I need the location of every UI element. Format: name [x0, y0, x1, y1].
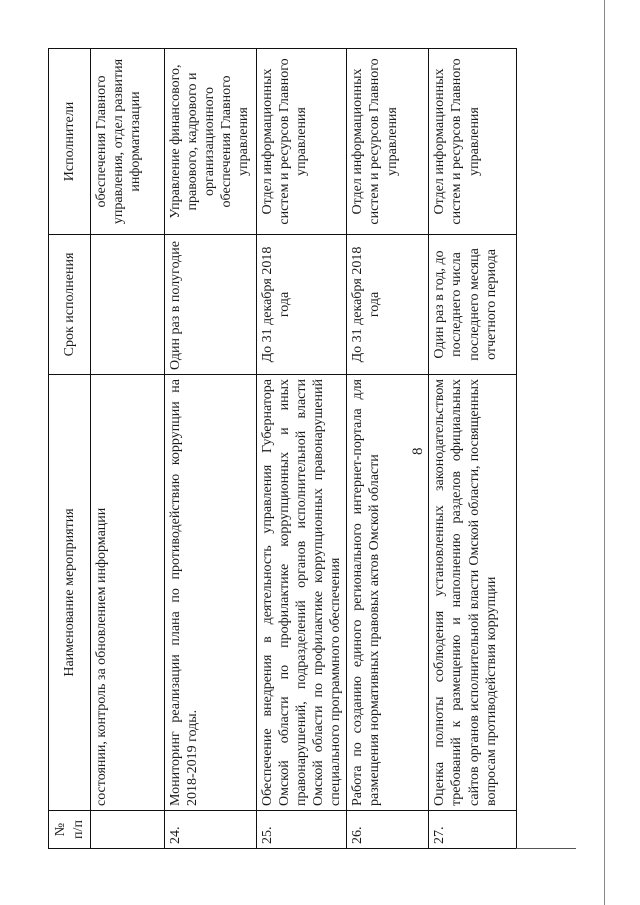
- row-term: До 31 декабря 2018 года: [257, 235, 347, 375]
- row-name: Оценка полноты соблюдения установленных законодательством требований к размещению и наполнению разделов официальных сайтов органов исполнительной власти Омской области, посвященных вопросам противодействия коррупции: [429, 375, 517, 811]
- header-name: Наименование мероприятия: [49, 375, 91, 811]
- table-header-row: [49, 49, 91, 849]
- header-executor: Исполнители: [49, 49, 91, 235]
- row-number: 25.: [257, 811, 347, 849]
- scan-edge-line: [604, 0, 605, 905]
- table-row: [429, 49, 517, 849]
- table-row: [91, 49, 165, 849]
- row-term: [91, 235, 165, 375]
- header-num: № п/п: [49, 811, 91, 849]
- row-number: 27.: [429, 811, 517, 849]
- row-name: Мониторинг реализации плана по противодействию коррупции на 2018-2019 годы.: [165, 375, 257, 811]
- row-name: Обеспечение внедрения в деятельность управления Губернатора Омской области по профилактике коррупционных и иных правонарушений, подразделений органов исполнительной власти Омской области по профилактике коррупционных правонарушений специального программного обеспечения: [257, 375, 347, 811]
- row-term: До 31 декабря 2018 года: [347, 235, 429, 375]
- row-number: 26.: [347, 811, 429, 849]
- row-executor: Управление финансового, правового, кадрового и организационного обеспечения Главного управления: [165, 49, 257, 235]
- row-executor: Отдел информационных систем и ресурсов Главного управления: [257, 49, 347, 235]
- row-term: Один раз в полугодие: [165, 235, 257, 375]
- table-row: [257, 49, 347, 849]
- table-row: [347, 49, 429, 849]
- row-number: 24.: [165, 811, 257, 849]
- row-executor: Отдел информационных систем и ресурсов Главного управления: [429, 49, 517, 235]
- row-name: Работа по созданию единого регионального интернет-портала для размещения нормативных правовых актов Омской области: [347, 375, 429, 811]
- row-name: состоянии, контроль за обновлением информации: [91, 375, 165, 811]
- anticorruption-plan-table: [48, 48, 517, 849]
- page-number: 8: [410, 447, 426, 455]
- header-term: Срок исполнения: [49, 235, 91, 375]
- scan-mark-line: [516, 848, 576, 849]
- table-row: [165, 49, 257, 849]
- row-executor: обеспечения Главного управления, отдел развития информатизации: [91, 49, 165, 235]
- row-number: [91, 811, 165, 849]
- row-term: Один раз в год, до последнего числа последнего месяца отчетного периода: [429, 235, 517, 375]
- row-executor: Отдел информационных систем и ресурсов Главного управления: [347, 49, 429, 235]
